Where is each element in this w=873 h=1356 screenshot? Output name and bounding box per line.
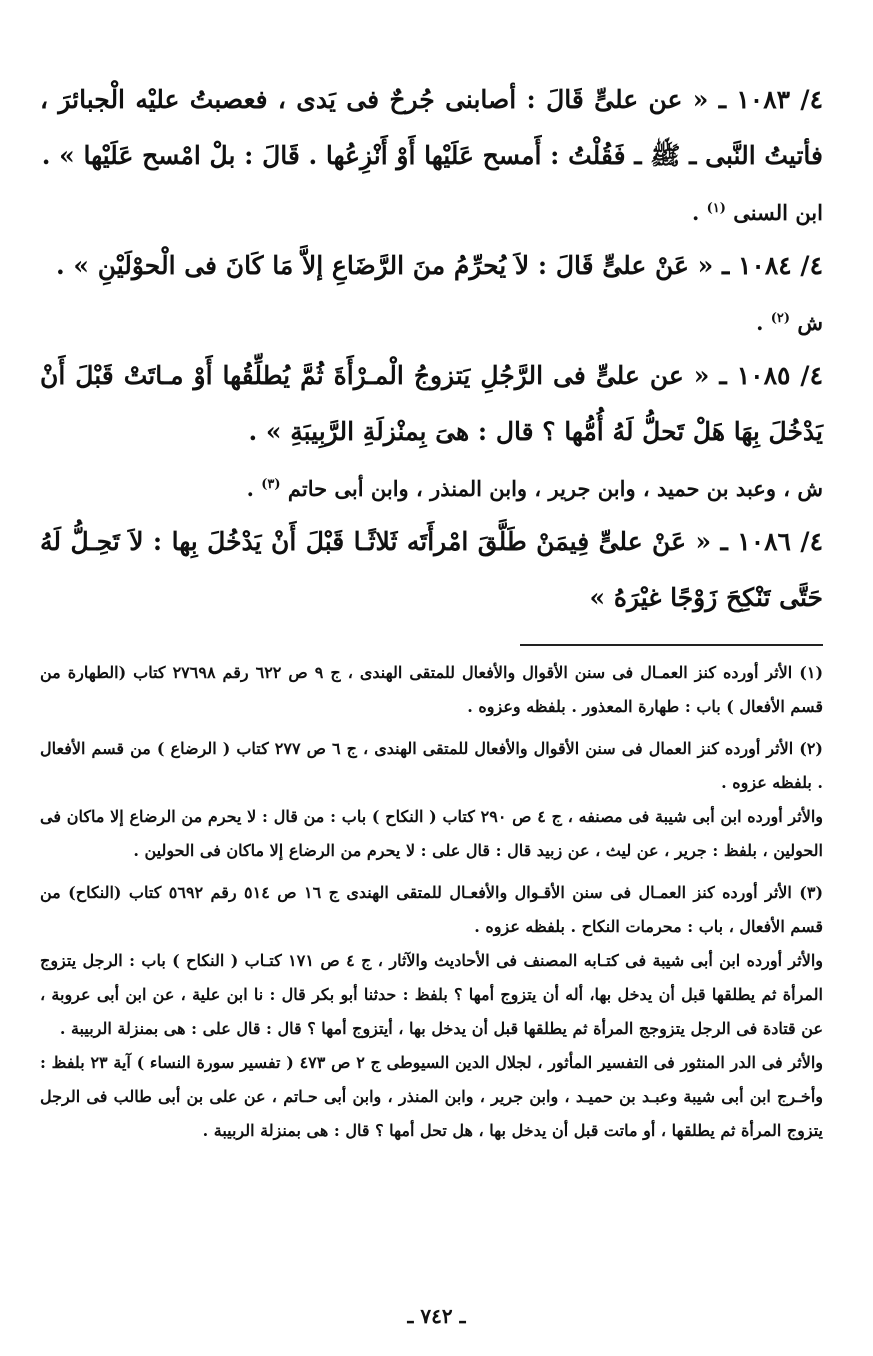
entry-1083: ٤/ ١٠٨٣ ـ « عن علىٍّ قَالَ : أصابنى جُرحٌ فى يَدى ، فعصبتُ عليْه الْجبائرَ ، فأتيتُ النَّبى ـ ﷺ ـ فَقُلْتُ : أَمسح عَلَيْها أَوْ أَنْزِعُها . قَالَ : بلْ امْسح عَلَيْها » . (40, 85, 823, 170)
page-number: ـ ٧٤٢ ـ (407, 1304, 466, 1328)
source-name: ش (797, 310, 823, 335)
footnote-1 (40, 656, 823, 724)
footnote-ref-1[interactable]: (١) (706, 201, 726, 216)
footnote-3 (40, 876, 823, 1148)
entry-1084: ٤/ ١٠٨٤ ـ « عَنْ علىٍّ قَالَ : لاَ يُحرِّمُ منَ الرَّضَاعِ إلاَّ مَا كَانَ فى الْحوْلَيْنِ » . (55, 251, 823, 280)
footnote-line: والأثر أورده ابن أبى شيبة فى كتـابه المصنف فى الأحاديث والآثار ، ج ٤ ص ١٧١ كتـاب ( النكاح ) باب : الرجل يتزوج المرأة ثم يطلقها قبل أن يدخل بها، أله أن يتزوج أمها ؟ بلفظ : حدثنا أبو بكر قال : نا ابن علية ، عن ابن أبى عروبة ، عن قتادة فى الرجل يتزوجج المرأة ثم يطلقها قبل أن يدخل بها ، أيتزوج أمها ؟ قال : قال على : هى بمنزلة الربيبة . (40, 951, 824, 1038)
source-name: ش ، وعبد بن حميد ، وابن جرير ، وابن المنذر ، وابن أبى حاتم (287, 476, 823, 501)
source-1085: ش ، وعبد بن حميد ، وابن جرير ، وابن المنذر ، وابن أبى حاتم $^{(٣)}$ . (246, 476, 823, 501)
footnotes (40, 656, 823, 1148)
source-name: ابن السنى (733, 200, 823, 225)
footnote-line: والأثر أورده ابن أبى شيبة فى مصنفه ، ج ٤ ص ٢٩٠ كتاب ( النكاح ) باب : من قال : لا يحرم من الرضاع إلا ماكان فى الحولين ، بلفظ : جرير ، عن ليث ، عن زبيد قال : قال على : لا يحرم من الرضاع إلا ماكان فى الحولين . (40, 807, 824, 860)
main-text (40, 72, 823, 626)
source-1083: ابن السنى $^{(١)}$ . (691, 200, 823, 225)
page-body (40, 72, 823, 1156)
footnote-line: (١) الأثر أورده كنز العمـال فى سنن الأقوال والأفعال للمتقى الهندى ، ج ٩ ص ٦٢٢ رقم ٢٧٦٩٨ كتاب (الطهارة من قسم الأفعال ) باب : طهارة المعذور . بلفظه وعزوه . (40, 663, 824, 716)
footnote-ref-3[interactable]: (٣) (261, 477, 281, 492)
source-1084: ش $^{(٢)}$ . (756, 310, 823, 335)
footnote-separator (520, 644, 823, 646)
footnote-line: (٣) الأثر أورده كنز العمـال فى سنن الأقـوال والأفعـال للمتقى الهندى ج ١٦ ص ٥١٤ رقم ٥٦٩٢ كتاب (النكاح) من قسم الأفعال ، باب : محرمات النكاح . بلفظه عزوه . (40, 883, 824, 936)
footnote-line: والأثر فى الدر المنثور فى التفسير المأثور ، لجلال الدين السيوطى ج ٢ ص ٤٧٣ ( تفسير سورة النساء ) آية ٢٣ بلفظ : وأخـرج ابن أبى شيبة وعبـد بن حميـد ، وابن جرير ، وابن المنذر ، وابن أبى حـاتم ، عن على بن أبى طالب فى الرجل يتزوج المرأة ثم يطلقها ، أو ماتت قبل أن يدخل بها ، هل تحل أمها ؟ قال : هى بمنزلة الربيبة . (40, 1053, 824, 1140)
entry-1086: ٤/ ١٠٨٦ ـ « عَنْ علىٍّ فِيمَنْ طَلَّقَ امْرأَتَه ثَلاثًـا قَبْلَ أَنْ يَدْخُلَ بِها : لاَ تَحِـلُّ لَهُ حَتَّى تَنْكِحَ زَوْجًا غيْرَهُ » (40, 527, 823, 612)
footnote-ref-2[interactable]: (٢) (770, 311, 791, 326)
footnote-2 (40, 732, 823, 868)
footnote-line: (٢) الأثر أورده كنز العمال فى سنن الأقوال والأفعال للمتقى الهندى ، ج ٦ ص ٢٧٧ كتاب ( الرضاع ) من قسم الأفعال . بلفظه عزوه . (40, 739, 823, 792)
entry-1085: ٤/ ١٠٨٥ ـ « عن علىٍّ فى الرَّجُلِ يَتزوجُ الْمـرْأَةَ ثُمَّ يُطلِّقُها أَوْ مـاتَتْ قَبْلَ أَنْ يَدْخُلَ بِهَا هَلْ تَحلُّ لَهُ أُمُّها ؟ قال : هىَ بِمنْزلَةِ الرَّبِيبَةِ » . (40, 361, 823, 446)
